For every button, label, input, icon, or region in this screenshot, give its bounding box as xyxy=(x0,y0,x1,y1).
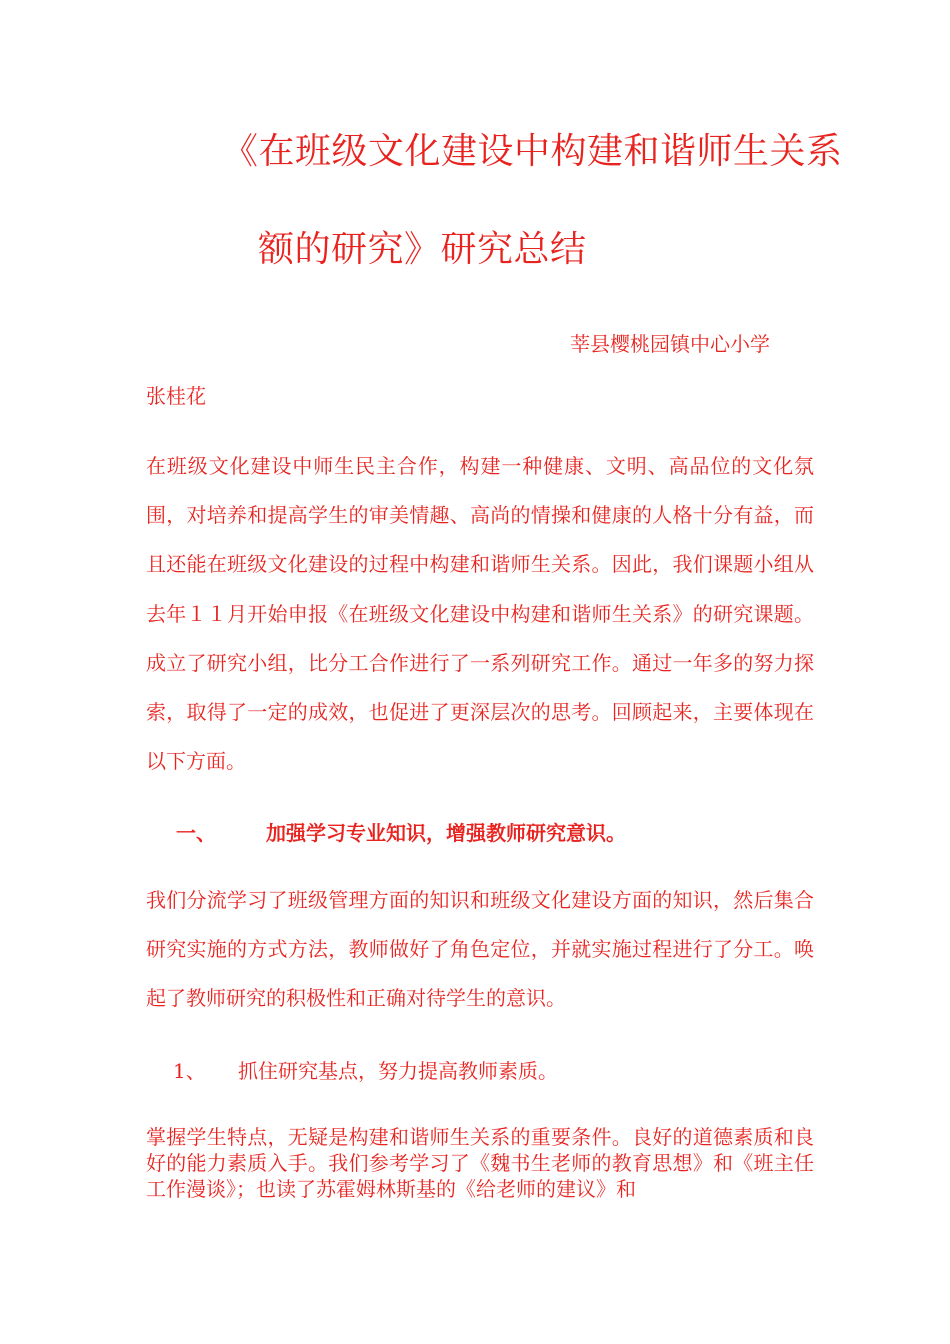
school-name: 莘县樱桃园镇中心小学 xyxy=(570,332,770,356)
section-1-number: 一、 xyxy=(176,821,216,845)
document-title-line-1: 《在班级文化建设中构建和谐师生关系 xyxy=(222,131,843,172)
subsection-1-number: 1、 xyxy=(173,1059,206,1083)
section-1-paragraph: 我们分流学习了班级管理方面的知识和班级文化建设方面的知识，然后集合研究实施的方式方法，教师做好了角色定位，并就实施过程进行了分工。唤起了教师研究的积极性和正确对待学生的意识。 xyxy=(146,888,814,1011)
subsection-1-paragraph: 掌握学生特点，无疑是构建和谐师生关系的重要条件。良好的道德素质和良好的能力素质入手。我们参考学习了《魏书生老师的教育思想》和《班主任工作漫谈》；也读了苏霍姆林斯基的《给老师的建议》和 xyxy=(146,1125,814,1201)
author-name: 张桂花 xyxy=(146,384,206,408)
intro-paragraph: 在班级文化建设中师生民主合作，构建一种健康、文明、高品位的文化氛围，对培养和提高学生的审美情趣、高尚的情操和健康的人格十分有益，而且还能在班级文化建设的过程中构建和谐师生关系。因此，我们课题小组从去年１１月开始申报《在班级文化建设中构建和谐师生关系》的研究课题。成立了研究小组，比分工合作进行了一系列研究工作。通过一年多的努力探索，取得了一定的成效，也促进了更深层次的思考。回顾起来，主要体现在以下方面。 xyxy=(146,454,814,774)
subsection-1-heading: 抓住研究基点，努力提高教师素质。 xyxy=(238,1059,558,1083)
section-1-heading: 加强学习专业知识，增强教师研究意识。 xyxy=(266,821,626,845)
document-title-line-2: 额的研究》研究总结 xyxy=(258,229,587,270)
